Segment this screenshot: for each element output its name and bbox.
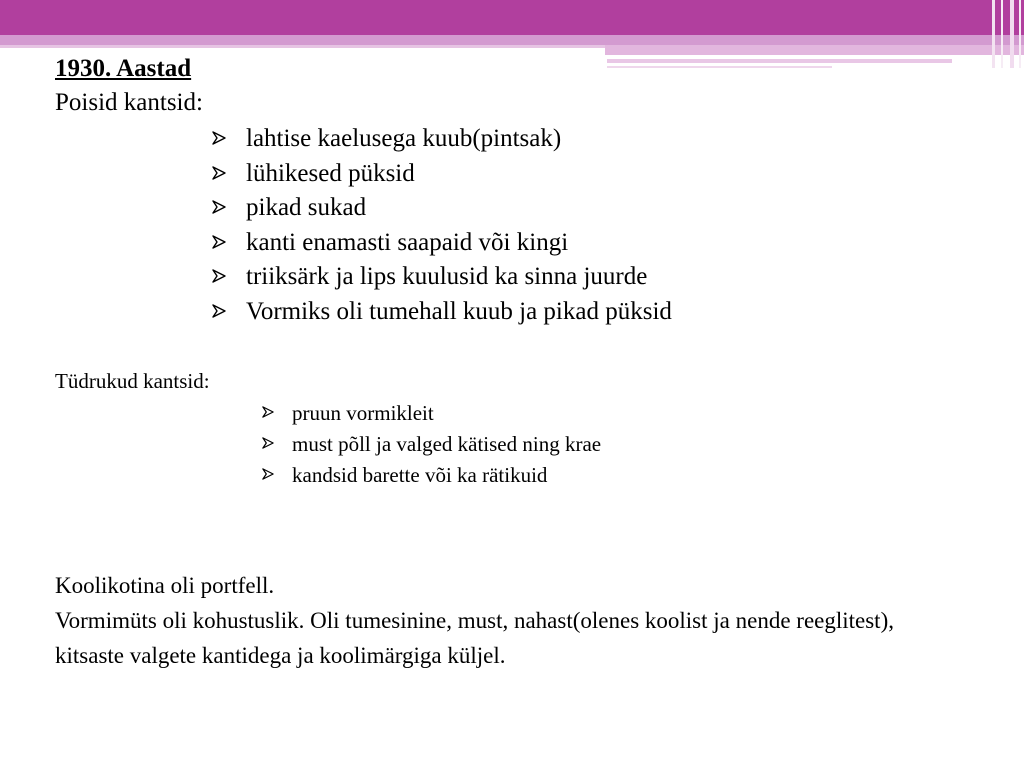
list-item <box>212 226 672 261</box>
arrowhead-bullet-icon <box>262 406 274 418</box>
header-band-light <box>0 35 1024 45</box>
list-item <box>262 429 601 460</box>
list-item-text: Vormiks oli tumehall kuub ja pikad püksid <box>246 297 672 325</box>
header-vertical-line <box>1010 0 1014 68</box>
list-item-text: pikad sukad <box>246 194 367 221</box>
list-item-text: must põll ja valged kätised ning krae <box>292 432 602 456</box>
school-cap-paragraph: Vormimüts oli kohustuslik. Oli tumesinine, must, nahast(olenes koolist ja nende reeglitest), kitsaste valgete kantidega ja koolimärgiga küljel. <box>55 608 894 668</box>
list-item <box>212 260 672 295</box>
arrowhead-bullet-icon <box>212 304 226 318</box>
list-item-text: lühikesed püksid <box>246 159 415 187</box>
list-item-text: kanti enamasti saapaid või kingi <box>246 228 569 256</box>
list-item-text: pruun vormikleit <box>292 401 434 425</box>
arrowhead-bullet-icon <box>212 166 226 180</box>
header-vertical-line <box>1001 0 1003 68</box>
boys-clothing-list <box>212 122 672 329</box>
list-item <box>212 191 672 226</box>
girls-clothing-list <box>262 398 601 491</box>
arrowhead-bullet-icon <box>212 269 226 283</box>
header-band <box>0 0 1024 35</box>
arrowhead-bullet-icon <box>262 437 274 449</box>
boys-label: Poisid kantsid: <box>55 89 203 116</box>
arrowhead-bullet-icon <box>212 200 226 214</box>
header-band-right <box>605 45 1024 55</box>
header-vertical-line <box>1019 0 1021 68</box>
header-vertical-line <box>992 0 995 68</box>
list-item <box>262 460 601 491</box>
header-band-right-thin-2 <box>607 66 832 68</box>
slide-title: 1930. Aastad <box>55 55 192 82</box>
list-item-text: lahtise kaelusega kuub(pintsak) <box>246 125 562 152</box>
girls-label: Tüdrukud kantsid: <box>55 369 210 393</box>
list-item-text: kandsid barette või ka rätikuid <box>292 463 548 487</box>
list-item <box>212 295 672 330</box>
list-item <box>212 157 672 192</box>
header-band-right-thin <box>607 59 952 63</box>
list-item <box>212 122 672 157</box>
arrowhead-bullet-icon <box>212 235 226 249</box>
arrowhead-bullet-icon <box>262 468 274 480</box>
schoolbag-paragraph: Koolikotina oli portfell. <box>55 573 275 598</box>
list-item-text: triiksärk ja lips kuulusid ka sinna juurde <box>246 263 648 290</box>
list-item <box>262 398 601 429</box>
arrowhead-bullet-icon <box>212 131 226 145</box>
header-band-thin <box>0 45 605 48</box>
